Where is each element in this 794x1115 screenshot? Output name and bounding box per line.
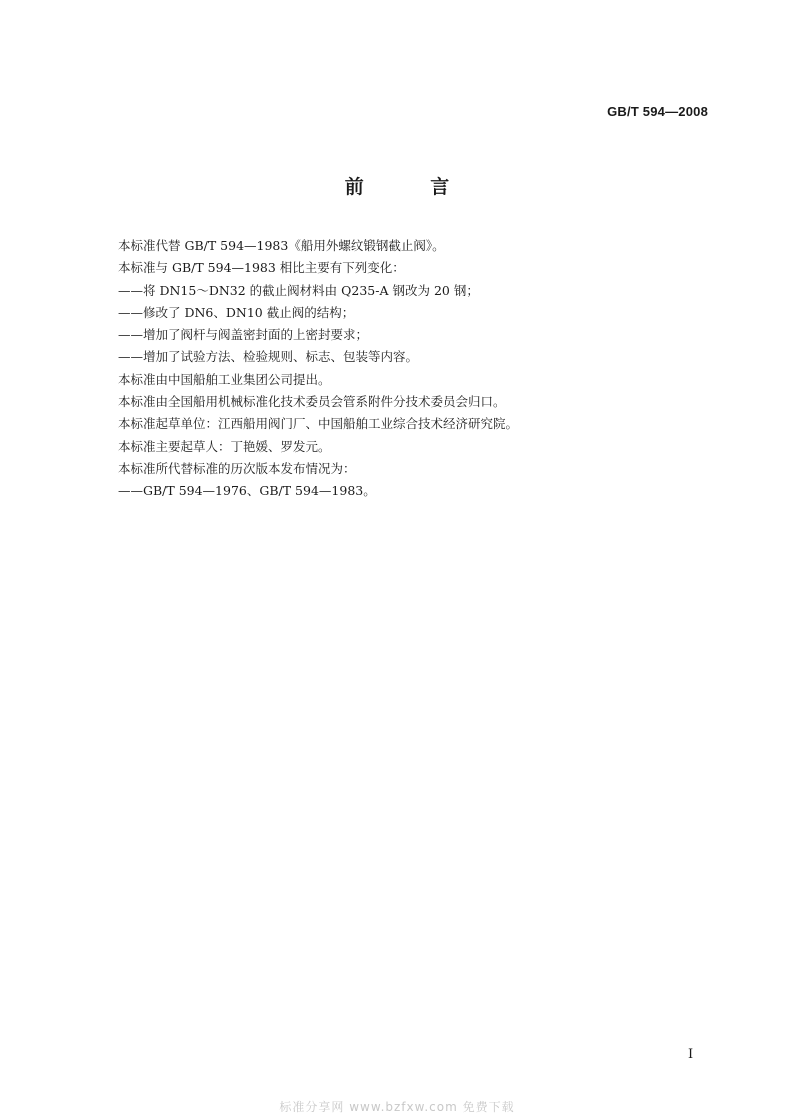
paragraph-committee: 本标准由全国船用机械标准化技术委员会管系附件分技术委员会归口。 — [118, 394, 506, 410]
change-item-seal: ——增加了阀杆与阀盖密封面的上密封要求； — [118, 327, 369, 343]
paragraph-proposer: 本标准由中国船舶工业集团公司提出。 — [118, 371, 331, 387]
change-item-test-methods: ——增加了试验方法、检验规则、标志、包装等内容。 — [118, 349, 419, 365]
watermark: 标准分享网 www.bzfxw.com 免费下载 — [279, 1100, 515, 1114]
paragraph-changes-intro: 本标准与 GB/T 594—1983 相比主要有下列变化： — [118, 260, 405, 276]
paragraph-history-intro: 本标准所代替标准的历次版本发布情况为： — [118, 460, 356, 476]
foreword-body — [118, 235, 718, 503]
change-item-structure: ——修改了 DN6、DN10 截止阀的结构； — [118, 304, 355, 320]
page-title: 前 言 — [344, 176, 480, 198]
change-item-material: ——将 DN15～DN32 的截止阀材料由 Q235-A 钢改为 20 钢； — [118, 282, 479, 298]
paragraph-drafting-units: 本标准起草单位：江西船用阀门厂、中国船舶工业综合技术经济研究院。 — [118, 416, 519, 432]
paragraph-drafters: 本标准主要起草人：丁艳媛、罗发元。 — [118, 438, 331, 454]
history-item-versions: ——GB/T 594—1976、GB/T 594—1983。 — [118, 483, 376, 499]
paragraph-replaces: 本标准代替 GB/T 594—1983《船用外螺纹锻钢截止阀》。 — [118, 238, 445, 253]
page-number: I — [688, 1047, 694, 1062]
standard-code: GB/T 594—2008 — [607, 104, 708, 119]
